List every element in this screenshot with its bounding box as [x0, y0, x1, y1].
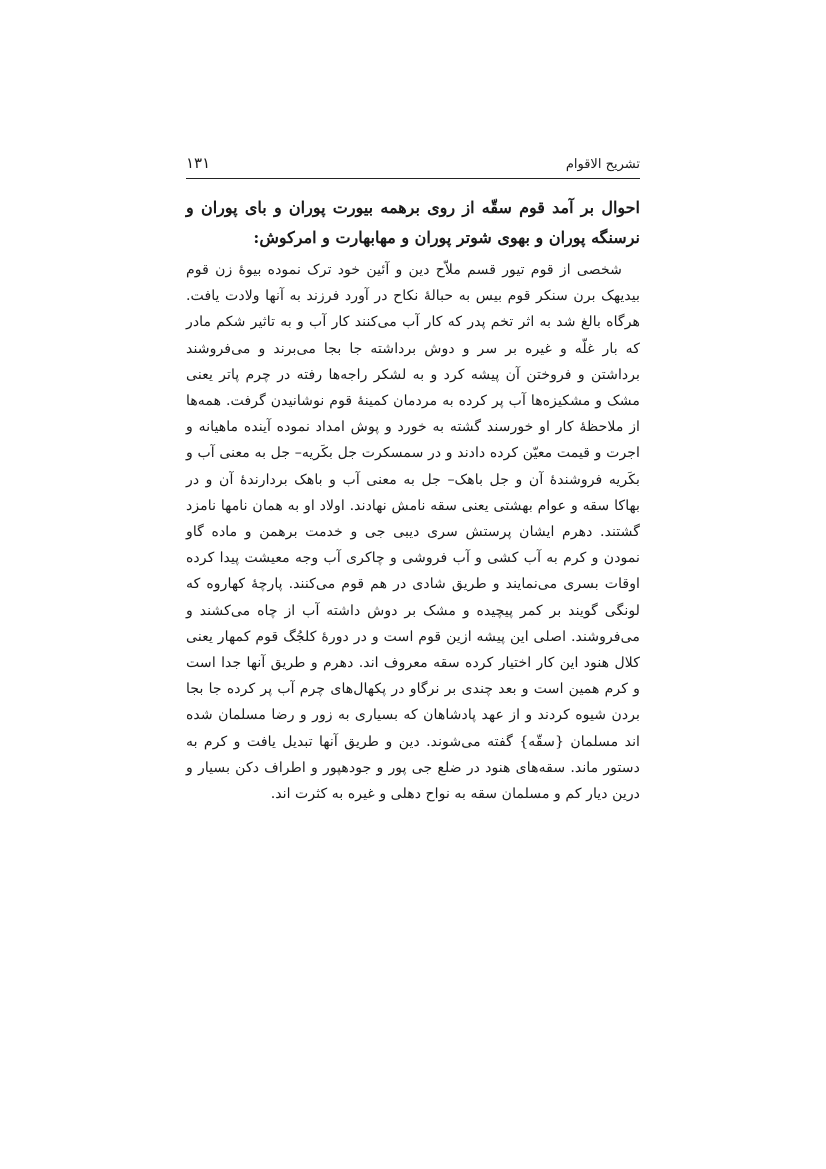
page-number: ۱۳۱: [186, 154, 211, 172]
book-page: [186, 150, 640, 807]
section-heading: احوال بر آمد قوم سقّه از روی برهمه بیورت پوران و بای پوران و نرسنگه پوران و بهوی شوتر پوران و مهابهارت و امرکوش:: [186, 198, 640, 247]
body-paragraph: شخصی از قوم تیور قسم ملاّح دین و آئین خود ترک نموده بیوهٔ زن قوم بیدیهک برن سنکر قوم بیس به حبالهٔ نکاح در آورد فرزند به آنها ولادت یافت. هرگاه بالغ شد به اثر تخم پدر که کار آب می‌کنند کار آب و به تاثیر شکم مادر که بار غلّه و غیره بر سر و دوش برداشته جا بجا می‌برند و می‌فروشند برداشتن و فروختن آن پیشه کرد و به لشکر راجه‌ها رفته در چرم پاتر یعنی مشک و مشکیزه‌ها آب پر کرده به مردمان کمینهٔ قوم نوشانیدن گرفت. همه‌ها از ملاحظهٔ کار او خورسند گشته به خورد و پوش امداد نموده آینده ماهیانه و اجرت و قیمت معیّن کرده دادند و در سمسکرت جل بکَریه– جل به معنی آب و بکَریه فروشندهٔ آن و جل باهک– جل به معنی آب و باهک بردارندهٔ آن و در بهاکا سقه و عوام بهشتی یعنی سقه نامش نهادند. اولاد او به همان نامها نامزد گشتند. دهرم ایشان پرستش سری دیبی جی و خدمت برهمن و ماده گاو نمودن و کرم به آب کشی و آب فروشی و چاکری آب وجه معیشت پیدا کرده اوقات بسری می‌نمایند و طریق شادی در هم قوم می‌کنند. پارچهٔ کهاروه که لونگی گویند بر کمر پیچیده و مشک بر دوش داشته آب از چاه می‌کشند و می‌فروشند. اصلی این پیشه ازین قوم است و در دورهٔ کلجُگ قوم کمهار یعنی کلال هنود این کار اختیار کرده سقه معروف اند. دهرم و طریق آنها جدا است و کرم همین است و بعد چندی بر نرگاو در پکهال‌های چرم آب پر کرده جا بجا بردن شیوه کردند و از عهد پادشاهان که بسیاری به زور و رضا مسلمان شده اند مسلمان {سقّه} گفته می‌شوند. دین و طریق آنها تبدیل یافت و کرم به دستور ماند. سقه‌های هنود در ضلع جی پور و جودهپور و اطراف دکن بسیار و درین دیار کم و مسلمان سقه به نواح دهلی و غیره به کثرت اند.: [186, 262, 640, 803]
running-title: تشریح الاقوام: [565, 157, 640, 172]
page-header: [186, 150, 640, 179]
